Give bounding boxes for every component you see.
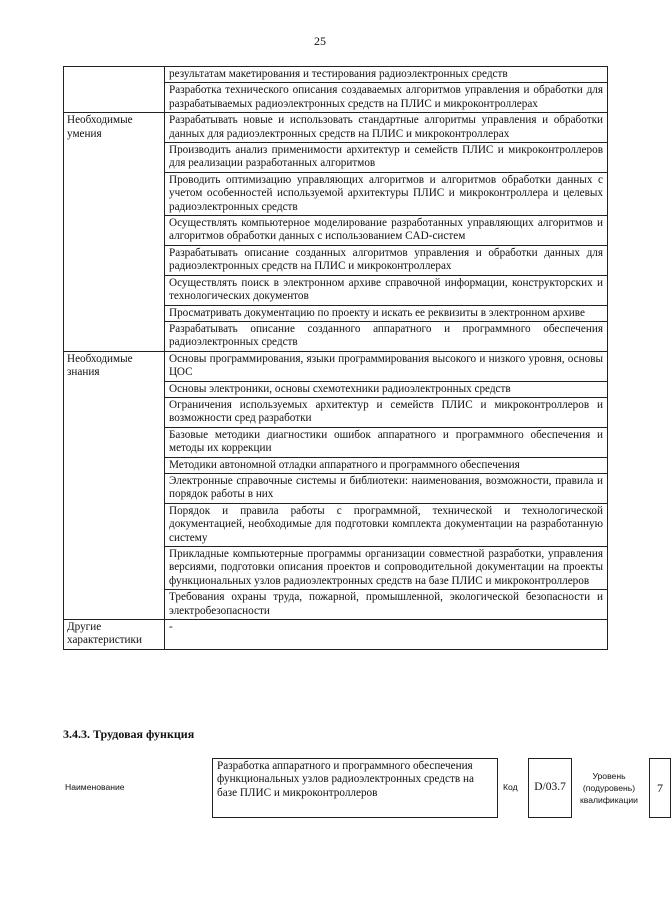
table-cell: Проводить оптимизацию управляющих алгоритмов и алгоритмов обработки данных с учетом особенностей используемой архитектуры ПЛИС и микроконтроллера и целевых радиоэлектронных средств — [165, 172, 608, 215]
section-heading: 3.4.3. Трудовая функция — [63, 727, 195, 741]
name-label: Наименование — [65, 782, 125, 792]
other-value: - — [165, 620, 608, 650]
table-cell: Разрабатывать новые и использовать стандартные алгоритмы управления и обработки данных для радиоэлектронных средств на ПЛИС и микроконтроллерах — [165, 113, 608, 143]
knowledge-label: Необходимые знания — [64, 351, 165, 619]
table-cell: Основы программирования, языки программирования высокого и низкого уровня, основы ЦОС — [165, 351, 608, 381]
other-label: Другие характеристики — [64, 620, 165, 650]
labor-function-row — [63, 758, 663, 820]
code-value: D/03.7 — [528, 758, 572, 818]
skills-label: Необходимые умения — [64, 113, 165, 352]
page-number: 25 — [314, 34, 326, 48]
table-cell: Просматривать документацию по проекту и искать ее реквизиты в электронном архиве — [165, 305, 608, 321]
table-cell: Разрабатывать описание созданного аппаратного и программного обеспечения радиоэлектронных средств — [165, 321, 608, 351]
table-cell: Производить анализ применимости архитектур и семейств ПЛИС и микроконтроллеров для реализации разработанных алгоритмов — [165, 143, 608, 173]
table-cell: Осуществлять компьютерное моделирование разработанных управляющих алгоритмов и алгоритмов обработки данных с использованием CAD-систем — [165, 216, 608, 246]
code-label: Код — [503, 782, 518, 792]
row-label-empty — [64, 67, 165, 113]
name-value: Разработка аппаратного и программного обеспечения функциональных узлов радиоэлектронных средств на базе ПЛИС и микроконтроллеров — [212, 758, 498, 818]
table-cell: Базовые методики диагностики ошибок аппаратного и программного обеспечения и методы их коррекции — [165, 427, 608, 457]
table-row — [64, 620, 608, 650]
table-cell: Осуществлять поиск в электронном архиве справочной информации, конструкторских и технологических документов — [165, 275, 608, 305]
table-cell: Требования охраны труда, пожарной, промышленной, экологической безопасности и электробезопасности — [165, 590, 608, 620]
table-cell: Методики автономной отладки аппаратного и программного обеспечения — [165, 457, 608, 473]
table-cell: Ограничения используемых архитектур и семейств ПЛИС и микроконтроллеров и возможности сред разработки — [165, 397, 608, 427]
table-row — [64, 351, 608, 381]
table-row — [64, 67, 608, 83]
level-label: Уровень (подуровень) квалификации — [580, 771, 638, 805]
table-cell: результатам макетирования и тестирования радиоэлектронных средств — [165, 67, 608, 83]
level-value: 7 — [649, 758, 671, 818]
table-row — [64, 113, 608, 143]
table-cell: Электронные справочные системы и библиотеки: наименования, возможности, правила и порядок работы в них — [165, 473, 608, 503]
table-cell: Прикладные компьютерные программы организации совместной разработки, управления версиями, подготовки описания проектов и сопроводительной документации на проекты функциональных узлов радиоэлектронных средств на базе ПЛИС и микроконтроллеров — [165, 547, 608, 590]
table-cell: Основы электроники, основы схемотехники радиоэлектронных средств — [165, 381, 608, 397]
table-cell: Порядок и правила работы с программной, технической и технологической документацией, необходимые для подготовки комплекта документации на разработанную систему — [165, 503, 608, 546]
requirements-table — [63, 66, 608, 650]
table-cell: Разрабатывать описание созданных алгоритмов управления и обработки данных для радиоэлектронных средств на ПЛИС и микроконтроллерах — [165, 245, 608, 275]
table-cell: Разработка технического описания создаваемых алгоритмов управления и обработки для разрабатываемых радиоэлектронных средств на ПЛИС и микроконтроллерах — [165, 83, 608, 113]
